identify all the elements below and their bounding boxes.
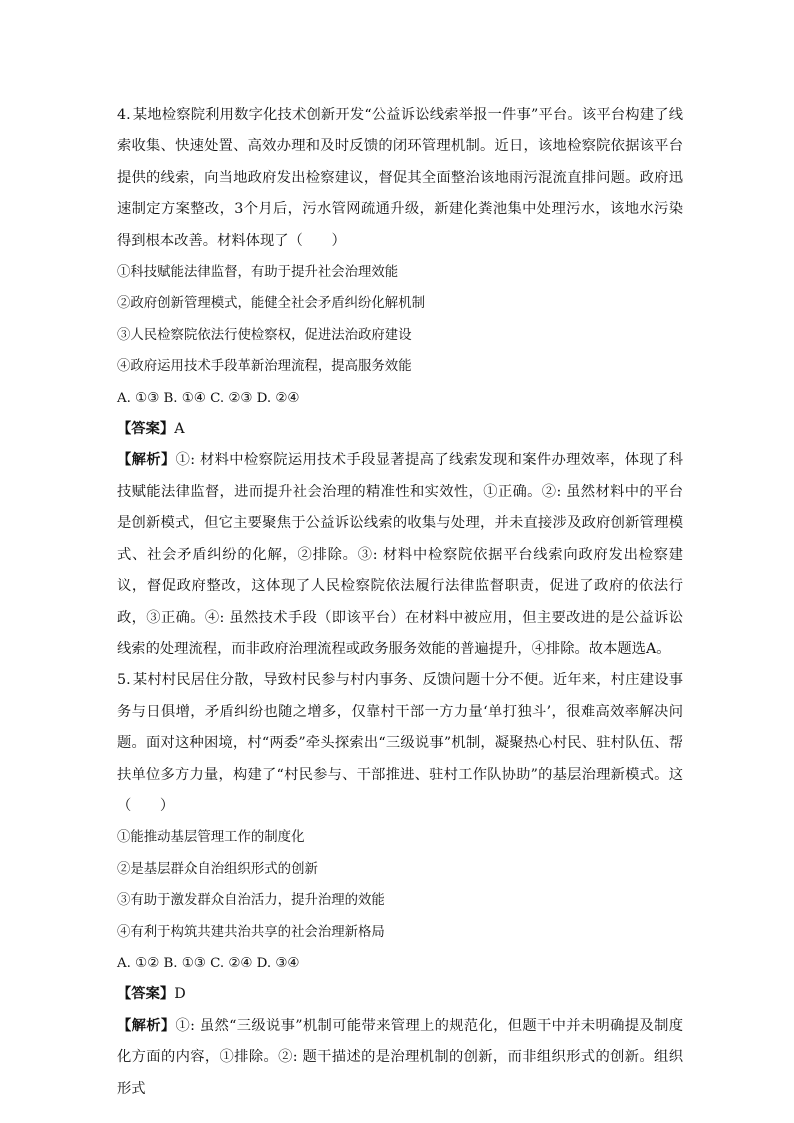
analysis-label: 【解析】 xyxy=(117,1017,176,1034)
answer-value: A xyxy=(174,421,185,438)
question-4-option-1: ①科技赋能法律监督，有助于提升社会治理效能 xyxy=(117,265,399,281)
question-4-option-3: ③人民检察院依法行使检察权，促进法治政府建设 xyxy=(117,327,412,343)
question-5-option-3: ③有助于激发群众自治活力，提升治理的效能 xyxy=(117,893,385,909)
question-4-choices: A. ①③ B. ①④ C. ②③ D. ②④ xyxy=(117,390,300,406)
question-5-stem xyxy=(117,665,683,822)
question-4-stem xyxy=(117,100,683,257)
question-4-text: 某地检察院利用数字化技术创新开发“公益诉讼线索举报一件事”平台。该平台构建了线索收集、快速处置、高效办理和及时反馈的闭环管理机制。近日，该地检察院依据该平台提供的线索，向当地政府发出检察建议，督促其全面整治该地雨污混流直排问题。政府迅速制定方案整改，3个月后，污水管网疏通升级，新建化粪池集中处理污水，该地水污染得到根本改善。材料体现了（ ） xyxy=(117,107,683,249)
analysis-label: 【解析】 xyxy=(117,452,176,469)
question-5-number: 5. xyxy=(117,672,131,689)
question-4-analysis xyxy=(117,445,683,665)
question-5-text: 某村村民居住分散，导致村民参与村内事务、反馈问题十分不便。近年来，村庄建设事务与日俱增，矛盾纠纷也随之增多，仅靠村干部一方力量‘单打独斗’，很难高效率解决问题。面对这种困境，村“两委”牵头探索出“三级说事”机制，凝聚热心村民、驻村队伍、帮扶单位多方力量，构建了“村民参与、干部推进、驻村工作队协助”的基层治理新模式。这（ ） xyxy=(117,672,683,814)
page-content xyxy=(117,100,683,1105)
question-5-option-1: ①能推动基层管理工作的制度化 xyxy=(117,830,305,846)
question-4-answer xyxy=(117,414,683,445)
analysis-text: ①: 虽然“三级说事”机制可能带来管理上的规范化，但题干中并未明确提及制度化方面的内容，①排除。②: 题干描述的是治理机制的创新，而非组织形式的创新。组织形式 xyxy=(117,1017,683,1097)
answer-label: 【答案】 xyxy=(117,986,175,1003)
question-4-number: 4. xyxy=(117,107,131,123)
analysis-text: ①: 材料中检察院运用技术手段显著提高了线索发现和案件办理效率，体现了科技赋能法律监督，进而提升社会治理的精准性和实效性，①正确。②: 虽然材料中的平台是创新模式，但它主要聚焦于公益诉讼线索的收集与处理，并未直接涉及政府创新管理模式、社会矛盾纠纷的化解，②排除。③: 材料中检察院依据平台线索向政府发出检察建议，督促政府整改，这体现了人民检察院依法履行法律监督职责，促进了政府的依法行政，③正确。④: 虽然技术手段（即该平台）在材料中被应用，但主要改进的是公益诉讼线索的处理流程，而非政府治理流程或政务服务效能的普遍提升，④排除。故本题选A。 xyxy=(117,452,683,657)
question-5-analysis xyxy=(117,1011,683,1105)
question-5-answer xyxy=(117,979,683,1010)
answer-label: 【答案】 xyxy=(117,421,175,438)
question-5-option-2: ②是基层群众自治组织形式的创新 xyxy=(117,861,318,877)
question-5-option-4: ④有利于构筑共建共治共享的社会治理新格局 xyxy=(117,924,385,940)
question-4-option-2: ②政府创新管理模式，能健全社会矛盾纠纷化解机制 xyxy=(117,296,425,312)
question-4-option-4: ④政府运用技术手段革新治理流程，提高服务效能 xyxy=(117,359,412,375)
answer-value: D xyxy=(174,986,186,1003)
question-5-choices: A. ①② B. ①③ C. ②④ D. ③④ xyxy=(117,955,300,971)
